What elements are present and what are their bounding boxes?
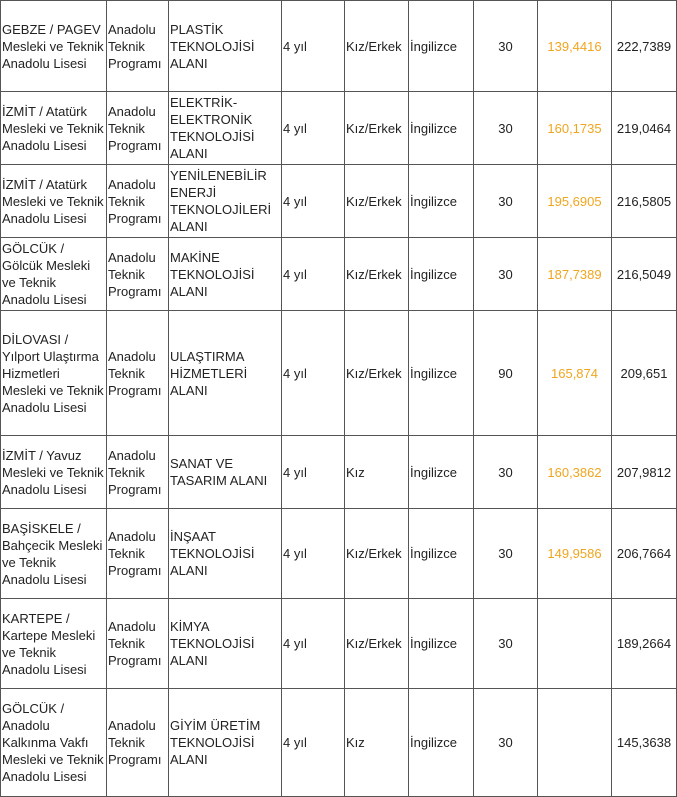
quota-text: 30 <box>498 464 513 480</box>
quota-cell <box>474 436 538 509</box>
min-score-text: 165,874 <box>551 365 598 381</box>
table-body <box>1 1 677 797</box>
min-score-text: 160,1735 <box>547 120 602 136</box>
quota-cell <box>474 311 538 436</box>
program-type-text: Anadolu Teknik Programı <box>108 447 162 497</box>
min-score-text: 149,9586 <box>547 546 602 561</box>
program-type-text: Anadolu Teknik Programı <box>108 103 162 153</box>
gender-cell <box>345 165 409 238</box>
school-name-cell <box>1 1 107 92</box>
field-text: ULAŞTIRMA HİZMETLERİ ALANI <box>170 348 248 398</box>
max-score-cell <box>612 311 677 436</box>
duration-cell <box>282 311 345 436</box>
max-score-text: 209,651 <box>620 365 668 381</box>
max-score-text: 189,2664 <box>616 636 672 651</box>
language-cell <box>409 509 474 599</box>
gender-cell <box>345 436 409 509</box>
field-cell <box>169 436 282 509</box>
gender-text: Kız/Erkek <box>346 365 402 381</box>
language-text: İngilizce <box>410 735 457 750</box>
language-cell <box>409 599 474 689</box>
min-score-cell <box>538 689 612 797</box>
max-score-text: 216,5049 <box>616 266 672 282</box>
max-score-cell <box>612 509 677 599</box>
duration-text: 4 yıl <box>283 38 307 54</box>
field-text: MAKİNE TEKNOLOJİSİ ALANI <box>170 249 255 299</box>
program-type-text: Anadolu Teknik Programı <box>108 176 162 226</box>
program-type-cell <box>107 689 169 797</box>
program-type-cell <box>107 509 169 599</box>
school-name-text: DİLOVASI / Yılport Ulaştırma Hizmetleri Mesleki ve Teknik Anadolu Lisesi <box>2 331 104 415</box>
language-cell <box>409 436 474 509</box>
gender-text: Kız/Erkek <box>346 636 402 651</box>
table-row <box>1 238 677 311</box>
gender-text: Kız <box>346 464 365 480</box>
school-name-cell <box>1 509 107 599</box>
language-text: İngilizce <box>410 365 457 381</box>
quota-text: 30 <box>498 38 513 54</box>
field-cell <box>169 92 282 165</box>
language-cell <box>409 689 474 797</box>
program-type-text: Anadolu Teknik Programı <box>108 348 162 398</box>
field-cell <box>169 689 282 797</box>
table-row <box>1 311 677 436</box>
field-text: PLASTİK TEKNOLOJİSİ ALANI <box>170 21 255 71</box>
school-name-cell <box>1 599 107 689</box>
field-text: YENİLENEBİLİR ENERJİ TEKNOLOJİLERİ ALANI <box>170 168 272 234</box>
language-text: İngilizce <box>410 266 457 282</box>
quota-text: 30 <box>498 546 513 561</box>
gender-text: Kız/Erkek <box>346 193 402 209</box>
max-score-text: 222,7389 <box>616 38 672 54</box>
table-row <box>1 689 677 797</box>
quota-cell <box>474 92 538 165</box>
table-row <box>1 1 677 92</box>
quota-cell <box>474 165 538 238</box>
language-cell <box>409 238 474 311</box>
max-score-text: 145,3638 <box>616 735 672 750</box>
school-name-cell <box>1 92 107 165</box>
duration-text: 4 yıl <box>283 735 307 750</box>
program-type-text: Anadolu Teknik Programı <box>108 619 162 668</box>
school-name-cell <box>1 436 107 509</box>
table-row <box>1 165 677 238</box>
quota-cell <box>474 509 538 599</box>
language-cell <box>409 165 474 238</box>
language-text: İngilizce <box>410 546 457 561</box>
max-score-text: 207,9812 <box>616 464 672 480</box>
duration-cell <box>282 238 345 311</box>
quota-text: 30 <box>498 120 513 136</box>
duration-text: 4 yıl <box>283 464 307 480</box>
language-text: İngilizce <box>410 120 457 136</box>
field-cell <box>169 599 282 689</box>
max-score-cell <box>612 1 677 92</box>
school-name-text: GÖLCÜK / Anadolu Kalkınma Vakfı Mesleki ve Teknik Anadolu Lisesi <box>2 701 104 784</box>
field-text: ELEKTRİK-ELEKTRONİK TEKNOLOJİSİ ALANI <box>170 95 255 161</box>
gender-cell <box>345 689 409 797</box>
language-text: İngilizce <box>410 636 457 651</box>
program-type-cell <box>107 238 169 311</box>
max-score-cell <box>612 238 677 311</box>
gender-cell <box>345 92 409 165</box>
table-row <box>1 92 677 165</box>
gender-text: Kız/Erkek <box>346 38 402 54</box>
table-row <box>1 436 677 509</box>
duration-cell <box>282 1 345 92</box>
program-type-cell <box>107 92 169 165</box>
duration-text: 4 yıl <box>283 546 307 561</box>
quota-cell <box>474 1 538 92</box>
gender-cell <box>345 311 409 436</box>
min-score-cell <box>538 436 612 509</box>
min-score-cell <box>538 165 612 238</box>
duration-text: 4 yıl <box>283 636 307 651</box>
program-type-cell <box>107 599 169 689</box>
program-type-text: Anadolu Teknik Programı <box>108 249 162 299</box>
max-score-text: 206,7664 <box>616 546 672 561</box>
field-text: İNŞAAT TEKNOLOJİSİ ALANI <box>170 529 255 578</box>
field-cell <box>169 165 282 238</box>
gender-cell <box>345 1 409 92</box>
quota-cell <box>474 599 538 689</box>
quota-cell <box>474 689 538 797</box>
program-type-cell <box>107 436 169 509</box>
max-score-text: 219,0464 <box>616 120 672 136</box>
language-cell <box>409 92 474 165</box>
school-name-text: İZMİT / Yavuz Mesleki ve Teknik Anadolu Lisesi <box>2 447 104 497</box>
language-text: İngilizce <box>410 38 457 54</box>
duration-cell <box>282 509 345 599</box>
duration-cell <box>282 165 345 238</box>
gender-text: Kız/Erkek <box>346 546 402 561</box>
duration-cell <box>282 689 345 797</box>
field-text: GİYİM ÜRETİM TEKNOLOJİSİ ALANI <box>170 718 261 767</box>
field-text: KİMYA TEKNOLOJİSİ ALANI <box>170 619 255 668</box>
gender-text: Kız/Erkek <box>346 266 402 282</box>
duration-text: 4 yıl <box>283 266 307 282</box>
school-name-text: İZMİT / Atatürk Mesleki ve Teknik Anadolu Lisesi <box>2 176 104 226</box>
duration-text: 4 yıl <box>283 365 307 381</box>
field-cell <box>169 238 282 311</box>
language-text: İngilizce <box>410 464 457 480</box>
duration-text: 4 yıl <box>283 120 307 136</box>
language-cell <box>409 1 474 92</box>
min-score-cell <box>538 509 612 599</box>
program-type-text: Anadolu Teknik Programı <box>108 21 162 71</box>
school-name-cell <box>1 311 107 436</box>
program-type-cell <box>107 311 169 436</box>
quota-text: 30 <box>498 266 513 282</box>
school-name-text: GÖLCÜK / Gölcük Mesleki ve Teknik Anadolu Lisesi <box>2 241 91 307</box>
max-score-cell <box>612 689 677 797</box>
field-cell <box>169 509 282 599</box>
gender-text: Kız <box>346 735 365 750</box>
max-score-cell <box>612 599 677 689</box>
duration-text: 4 yıl <box>283 193 307 209</box>
min-score-text: 195,6905 <box>547 193 602 209</box>
duration-cell <box>282 599 345 689</box>
program-type-text: Anadolu Teknik Programı <box>108 718 162 767</box>
min-score-text: 187,7389 <box>547 266 602 282</box>
school-name-text: BAŞİSKELE / Bahçecik Mesleki ve Teknik Anadolu Lisesi <box>2 520 103 587</box>
quota-text: 90 <box>498 365 513 381</box>
school-name-text: İZMİT / Atatürk Mesleki ve Teknik Anadolu Lisesi <box>2 103 104 153</box>
school-name-text: GEBZE / PAGEV Mesleki ve Teknik Anadolu Lisesi <box>2 21 104 71</box>
gender-cell <box>345 599 409 689</box>
min-score-cell <box>538 599 612 689</box>
min-score-text: 139,4416 <box>547 38 602 54</box>
max-score-cell <box>612 92 677 165</box>
program-type-text: Anadolu Teknik Programı <box>108 529 162 578</box>
school-name-text: KARTEPE / Kartepe Mesleki ve Teknik Anadolu Lisesi <box>2 610 96 677</box>
field-cell <box>169 311 282 436</box>
table-row <box>1 509 677 599</box>
program-type-cell <box>107 165 169 238</box>
max-score-cell <box>612 165 677 238</box>
language-text: İngilizce <box>410 193 457 209</box>
gender-text: Kız/Erkek <box>346 120 402 136</box>
duration-cell <box>282 92 345 165</box>
school-name-cell <box>1 238 107 311</box>
min-score-text: 160,3862 <box>547 464 602 480</box>
gender-cell <box>345 509 409 599</box>
field-text: SANAT VE TASARIM ALANI <box>170 456 268 488</box>
max-score-text: 216,5805 <box>616 193 672 209</box>
max-score-cell <box>612 436 677 509</box>
min-score-cell <box>538 1 612 92</box>
min-score-cell <box>538 92 612 165</box>
quota-cell <box>474 238 538 311</box>
school-name-cell <box>1 165 107 238</box>
language-cell <box>409 311 474 436</box>
table-row <box>1 599 677 689</box>
quota-text: 30 <box>498 636 513 651</box>
duration-cell <box>282 436 345 509</box>
gender-cell <box>345 238 409 311</box>
min-score-cell <box>538 238 612 311</box>
quota-text: 30 <box>498 193 513 209</box>
school-name-cell <box>1 689 107 797</box>
field-cell <box>169 1 282 92</box>
program-type-cell <box>107 1 169 92</box>
min-score-cell <box>538 311 612 436</box>
quota-text: 30 <box>498 735 513 750</box>
